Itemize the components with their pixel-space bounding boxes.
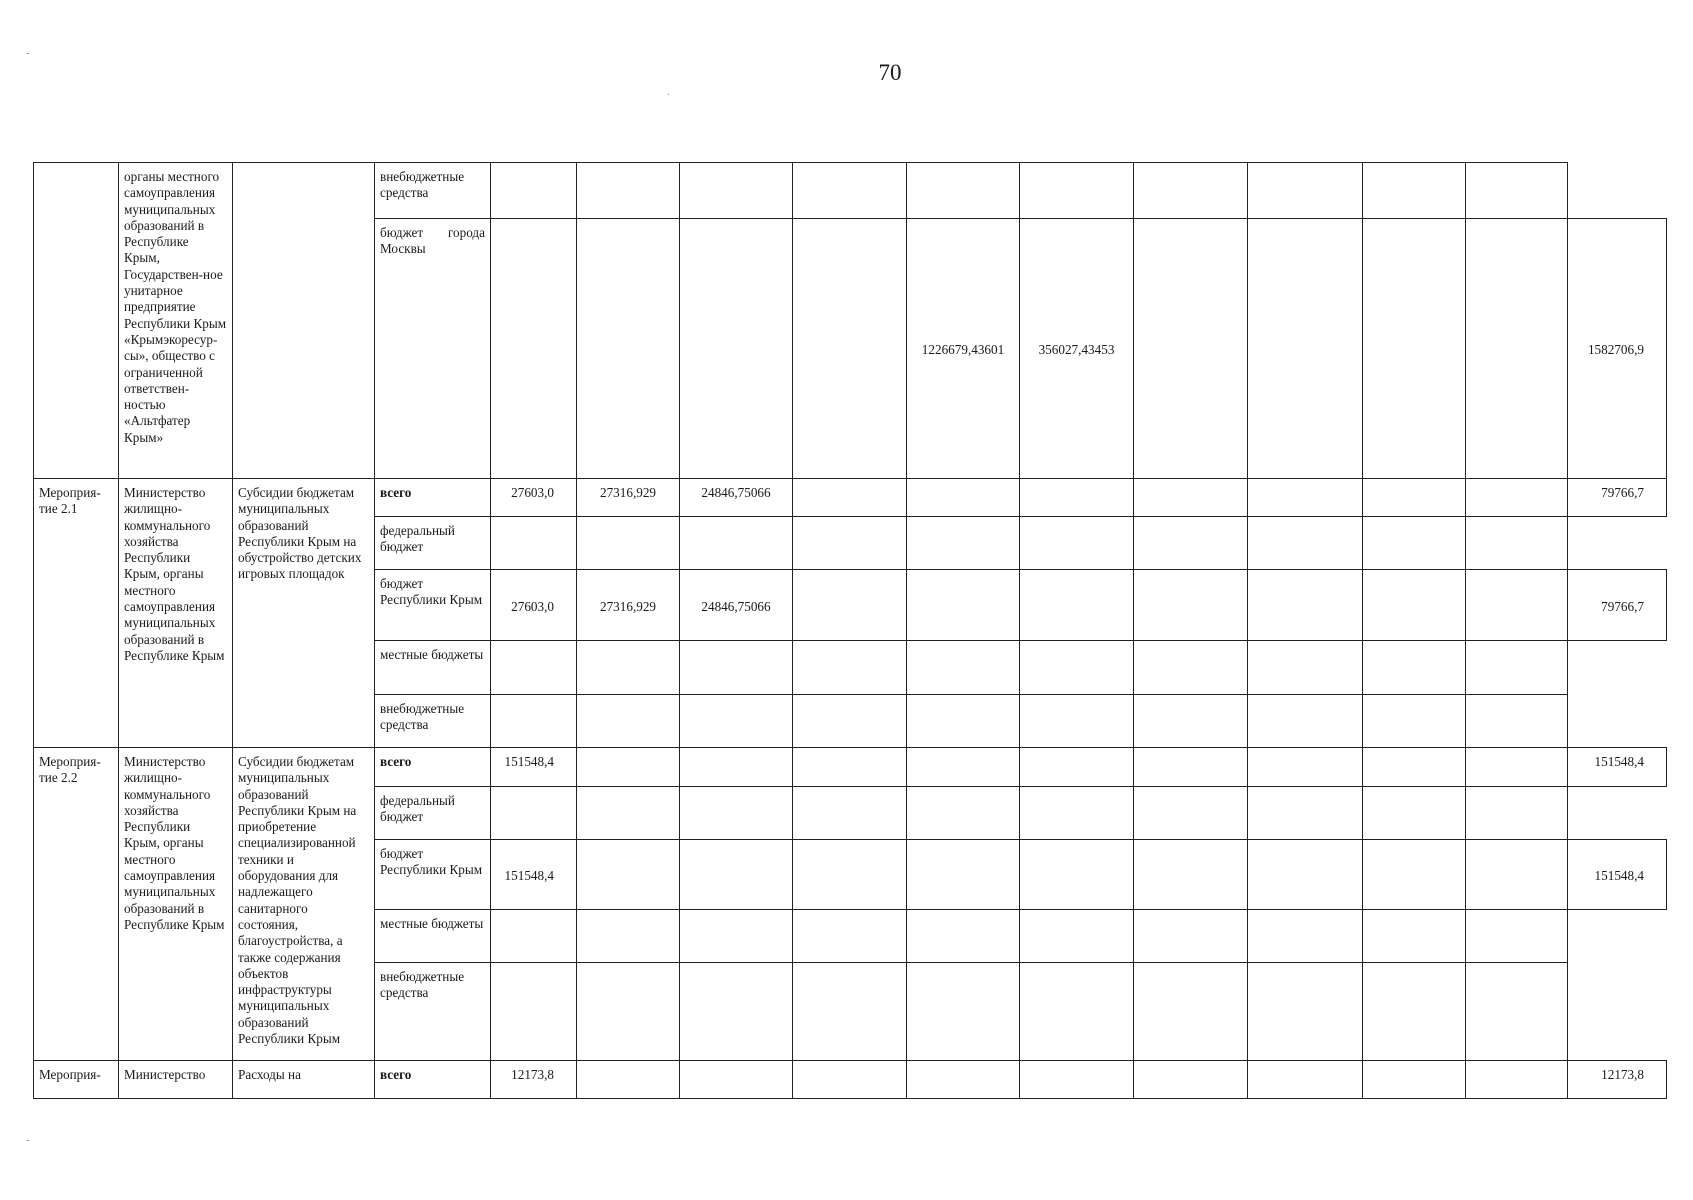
source-cell: местные бюджеты: [375, 910, 491, 963]
table-row: [34, 748, 1667, 787]
value-cell: [793, 219, 907, 479]
table-row: [34, 479, 1667, 517]
executor-cell: Министерство жилищно-коммунального хозяйства Республики Крым, органы местного самоуправления муниципальных образований в Республике Крым: [119, 479, 233, 748]
measure-cell: [34, 163, 119, 479]
description-cell: Субсидии бюджетам муниципальных образований Республики Крым на обустройство детских игровых площадок: [233, 479, 375, 748]
source-cell: бюджет Республики Крым: [375, 570, 491, 641]
executor-cell: органы местного самоуправления муниципальных образований в Республике Крым, Государствен-ное унитарное предприятие Республики Крым «Крымэкоресур-сы», общество с ограниченной ответствен-ностью «Альтфатер Крым»: [119, 163, 233, 479]
source-cell: бюджет города Москвы: [375, 219, 491, 479]
value-cell: 1226679,43601: [907, 219, 1020, 479]
page-number: 70: [878, 60, 902, 85]
source-cell: бюджет Республики Крым: [375, 840, 491, 910]
description-cell: [233, 163, 375, 479]
value-cell: 151548,4: [491, 840, 577, 910]
value-cell: 24846,75066: [680, 479, 793, 517]
total-cell: 1582706,9: [1568, 219, 1667, 479]
value-cell: [680, 219, 793, 479]
value-cell: 27603,0: [491, 570, 577, 641]
total-cell: 79766,7: [1568, 479, 1667, 517]
measure-cell: Мероприя-тие 2.1: [34, 479, 119, 748]
total-cell: 151548,4: [1568, 840, 1667, 910]
description-cell: Расходы на: [233, 1061, 375, 1099]
scan-speck: -: [26, 48, 30, 59]
table-row: [34, 163, 1667, 219]
value-cell: 27603,0: [491, 479, 577, 517]
value-cell: [577, 219, 680, 479]
source-cell: внебюджетные средства: [375, 695, 491, 748]
source-cell: всего: [375, 748, 491, 787]
total-cell: 151548,4: [1568, 748, 1667, 787]
value-cell: 27316,929: [577, 570, 680, 641]
measure-cell: Мероприя-тие 2.2: [34, 748, 119, 1061]
value-cell: 151548,4: [491, 748, 577, 787]
value-cell: 24846,75066: [680, 570, 793, 641]
measure-cell: Мероприя-: [34, 1061, 119, 1099]
value-cell: 356027,43453: [1020, 219, 1134, 479]
source-cell: всего: [375, 1061, 491, 1099]
total-cell: 79766,7: [1568, 570, 1667, 641]
source-cell: всего: [375, 479, 491, 517]
table-row: [34, 1061, 1667, 1099]
source-cell: внебюджетные средства: [375, 963, 491, 1061]
source-cell: федеральный бюджет: [375, 517, 491, 570]
source-cell: местные бюджеты: [375, 641, 491, 695]
source-cell: внебюджетные средства: [375, 163, 491, 219]
executor-cell: Министерство: [119, 1061, 233, 1099]
value-cell: 12173,8: [491, 1061, 577, 1099]
value-cell: 27316,929: [577, 479, 680, 517]
source-cell: федеральный бюджет: [375, 787, 491, 840]
budget-table: [33, 162, 1667, 1099]
description-cell: Субсидии бюджетам муниципальных образований Республики Крым на приобретение специализированной техники и оборудования для надлежащего санитарного состояния, благоустройства, а также содержания объектов инфраструктуры муниципальных образований Республики Крым: [233, 748, 375, 1061]
executor-cell: Министерство жилищно-коммунального хозяйства Республики Крым, органы местного самоуправления муниципальных образований в Республике Крым: [119, 748, 233, 1061]
scan-speck: -: [26, 1135, 30, 1146]
scan-speck: ·: [667, 90, 671, 101]
value-cell: [491, 219, 577, 479]
total-cell: 12173,8: [1568, 1061, 1667, 1099]
